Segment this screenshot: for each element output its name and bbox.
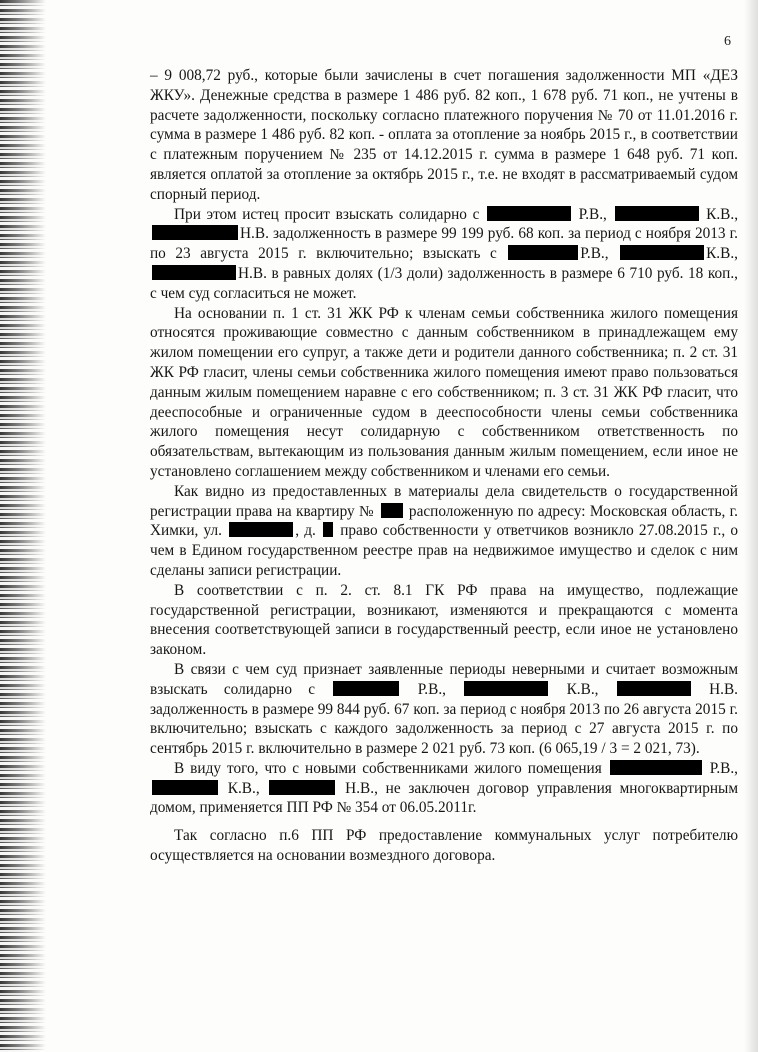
redaction-block [333,681,399,696]
paragraph-text: Н.В. задолженность в размере 99 844 руб. 67 коп. за период с ноября 2013 по 26 августа 2015 г. включительно; взыскать с каждого задолженность за период с 27 августа 2015 г. по сентябрь 2015 г. включительно в размере 2 021 руб. 73 коп. (6 065,19 / 3 = 2 021, 73). [150,680,738,758]
paragraph-text: Р.В., [703,759,738,777]
redaction-block [269,780,335,795]
paragraph [150,205,738,304]
paragraph [150,660,738,759]
paragraph-text: Так согласно п.6 ПП РФ предоставление коммунальных услуг потребителю осуществляется на основании возмездного договора. [150,827,738,865]
redaction-block [152,780,218,795]
redaction-block [615,206,699,221]
paragraph [150,581,738,660]
paragraph [150,66,738,205]
paragraph-text: расположенную по адресу: Московская область, г. Химки, ул. [150,502,739,540]
paragraph-text: Как видно из предоставленных в материалы дела свидетельств о государственной регистрации права на квартиру № [150,482,738,520]
paragraph-text: Н.В., не заключен договор управления многоквартирным домом, применяется ПП РФ № 354 от 06.05.2011г. [150,779,738,817]
paragraph-text: Р.В., [572,205,613,223]
paragraph-text: В связи с чем суд признает заявленные периоды неверными и считает возможным взыскать солидарно с [150,660,738,698]
paragraph [150,826,738,866]
scan-binding-edge [0,0,46,1052]
page-number: 6 [724,34,731,49]
redaction-block [620,245,704,260]
redaction-block [323,522,333,537]
document-body [150,66,738,866]
paragraph [150,759,738,818]
scan-shadow-edge [744,0,758,1052]
paragraph-text: В соответствии с п. 2. ст. 8.1 ГК РФ права на имущество, подлежащие государственной регистрации, возникают, изменяются и прекращаются с момента внесения соответствующей записи в государственный реестр, если иное не установлено законом. [150,581,738,659]
redaction-block [152,265,236,280]
paragraph-text: Р.В., [580,245,619,263]
paragraph [150,304,738,482]
paragraph [150,482,738,581]
redaction-block [487,206,571,221]
redaction-block [508,245,578,260]
paragraph-text: К.В., [706,245,738,263]
paragraph-text: Р.В., [401,680,463,698]
redaction-block [610,760,702,775]
paragraph-text: право собственности у ответчиков возникло 27.08.2015 г., о чем в Едином государственном реестре прав на недвижимое имущество и сделок с ним сделаны записи регистрации. [150,522,738,579]
paragraph-text: К.В., [220,779,268,797]
paragraph-text: К.В., [700,205,739,223]
paragraph-text: , д. [295,522,322,540]
redaction-block [381,503,403,518]
redaction-block [229,522,293,537]
paragraph-text: К.В., [550,680,615,698]
paragraph-text: – 9 008,72 руб., которые были зачислены в счет погашения задолженности МП «ДЕЗ ЖКУ». Денежные средства в размере 1 486 руб. 82 коп., 1 678 руб. 71 коп., не учтены в расчете задолженности, поскольку согласно платежного поручения № 70 от 11.01.2016 г. сумма в размере 1 486 руб. 82 коп. - оплата за отопление за ноябрь 2015 г., в соответствии с платежным поручением № 235 от 14.12.2015 г. сумма в размере 1 648 руб. 71 коп. является оплатой за отопление за октябрь 2015 г., т.е. не входят в рассматриваемый судом спорный период. [150,67,738,203]
paragraph-text: Н.В. в равных долях (1/3 доли) задолженность в размере 6 710 руб. 18 коп., с чем суд согласиться не может. [150,264,738,302]
paragraph-text: В виду того, что с новыми собственниками жилого помещения [174,759,608,777]
paragraph-text: При этом истец просит взыскать солидарно с [174,205,485,223]
redaction-block [152,225,238,240]
paragraph-text: На основании п. 1 ст. 31 ЖК РФ к членам семьи собственника жилого помещения относятся проживающие совместно с данным собственником в принадлежащем ему жилом помещении его супруг, а также дети и родители данного собственника; п. 2 ст. 31 ЖК РФ гласит, члены семьи собственника жилого помещения имеют право пользоваться данным жилым помещением наравне с его собственником; п. 3 ст. 31 ЖК РФ гласит, что дееспособные и ограниченные судом в дееспособности члены семьи собственника жилого помещения несут солидарную с собственником ответственность по обязательствам, вытекающим из пользования данным жилым помещением, если иное не установлено соглашением между собственником и членами его семьи. [150,304,738,480]
redaction-block [617,681,691,696]
paragraph-text: Н.В. задолженность в размере 99 199 руб. 68 коп. за период с ноября 2013 г. по 23 августа 2015 г. включительно; взыскать с [150,225,738,263]
redaction-block [464,681,548,696]
